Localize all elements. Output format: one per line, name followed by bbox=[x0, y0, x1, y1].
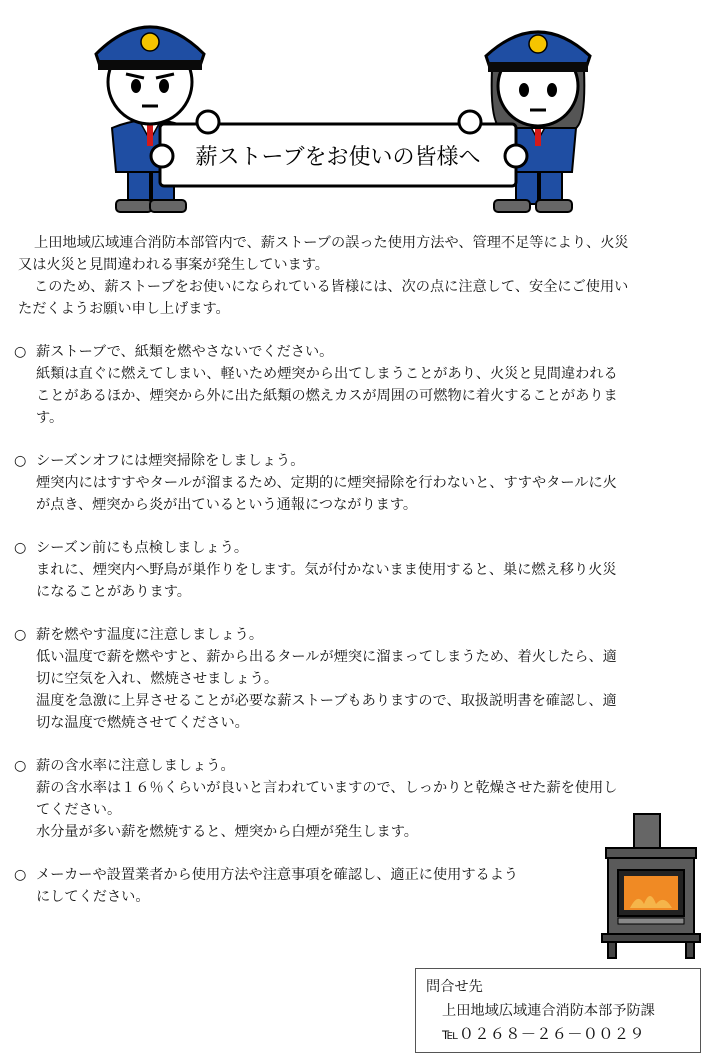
banner-sign bbox=[151, 111, 527, 186]
bullet-circle: ○ bbox=[14, 627, 27, 643]
notice-heading: 薪の含水率に注意しましょう。 bbox=[36, 758, 235, 774]
intro-line-4: ただくようお願い申し上げます。 bbox=[18, 301, 230, 317]
notice-line: 低い温度で薪を燃やすと、薪から出るタールが煙突に溜まってしまうため、着火したら、適 bbox=[36, 649, 617, 665]
bullet-circle: ○ bbox=[14, 344, 27, 360]
intro-line-3: このため、薪ストーブをお使いになられている皆様には、次の点に注意して、安全にご使用い bbox=[34, 279, 629, 295]
notice-heading: シーズン前にも点検しましょう。 bbox=[36, 540, 249, 556]
notice-line: 紙類は直ぐに燃えてしまい、軽いため煙突から出てしまうことがあり、火災と見間違われる bbox=[36, 366, 618, 382]
bullet-circle: ○ bbox=[14, 453, 27, 469]
intro-line-1: 上田地域広域連合消防本部管内で、薪ストーブの誤った使用方法や、管理不足等により、火災 bbox=[34, 235, 629, 251]
bullet-circle: ○ bbox=[14, 758, 27, 774]
contact-telephone: ℡０２６８－２６－００２９ bbox=[442, 1025, 645, 1043]
contact-organization: 上田地域広域連合消防本部予防課 bbox=[442, 1003, 655, 1019]
notice-line: 温度を急激に上昇させることが必要な薪ストーブもありますので、取扱説明書を確認し、適 bbox=[36, 693, 617, 709]
notice-item bbox=[14, 624, 263, 646]
notice-heading: シーズンオフには煙突掃除をしましょう。 bbox=[36, 453, 305, 469]
notice-line: ことがあるほか、煙突から外に出た紙類の燃えカスが周囲の可燃物に着火することがありま bbox=[36, 388, 618, 404]
contact-box bbox=[415, 968, 701, 1053]
notice-line: まれに、煙突内へ野鳥が巣作りをします。気が付かないまま使用すると、巣に燃え移り火災 bbox=[36, 562, 617, 578]
notice-line: 切に空気を入れ、燃焼させましょう。 bbox=[36, 671, 279, 687]
notice-line: 切な温度で燃焼させてください。 bbox=[36, 715, 249, 731]
header-banner bbox=[0, 0, 711, 222]
notice-item bbox=[14, 864, 518, 886]
notice-line: が点き、煙突から炎が出ているという通報につながります。 bbox=[36, 497, 418, 513]
intro-line-2: 又は火災と見間違われる事案が発生しています。 bbox=[18, 257, 329, 273]
notice-line: 煙突内にはすすやタールが溜まるため、定期的に煙突掃除を行わないと、すすやタールに火 bbox=[36, 475, 617, 491]
banner-title: 薪ストーブをお使いの皆様へ bbox=[195, 145, 481, 170]
notice-line: 水分量が多い薪を燃焼すると、煙突から白煙が発生します。 bbox=[36, 824, 418, 840]
notice-item bbox=[14, 537, 248, 559]
notice-item bbox=[14, 755, 235, 777]
bullet-circle: ○ bbox=[14, 540, 27, 556]
notice-heading: 薪を燃やす温度に注意しましょう。 bbox=[36, 627, 264, 643]
notice-heading: メーカーや設置業者から使用方法や注意事項を確認し、適正に使用するよう bbox=[36, 867, 519, 883]
notice-line: にしてください。 bbox=[36, 889, 150, 905]
notice-line: てください。 bbox=[36, 802, 122, 818]
notice-item bbox=[14, 341, 333, 363]
contact-label: 問合せ先 bbox=[426, 979, 483, 995]
notice-line: 薪の含水率は１６％くらいが良いと言われていますので、しっかりと乾燥させた薪を使用し bbox=[36, 780, 618, 796]
notice-item bbox=[14, 450, 304, 472]
wood-stove-icon bbox=[598, 812, 704, 962]
notice-line: になることがあります。 bbox=[36, 584, 191, 600]
bullet-circle: ○ bbox=[14, 867, 27, 883]
notice-heading: 薪ストーブで、紙類を燃やさないでください。 bbox=[36, 344, 334, 360]
notice-line: す。 bbox=[36, 410, 64, 426]
